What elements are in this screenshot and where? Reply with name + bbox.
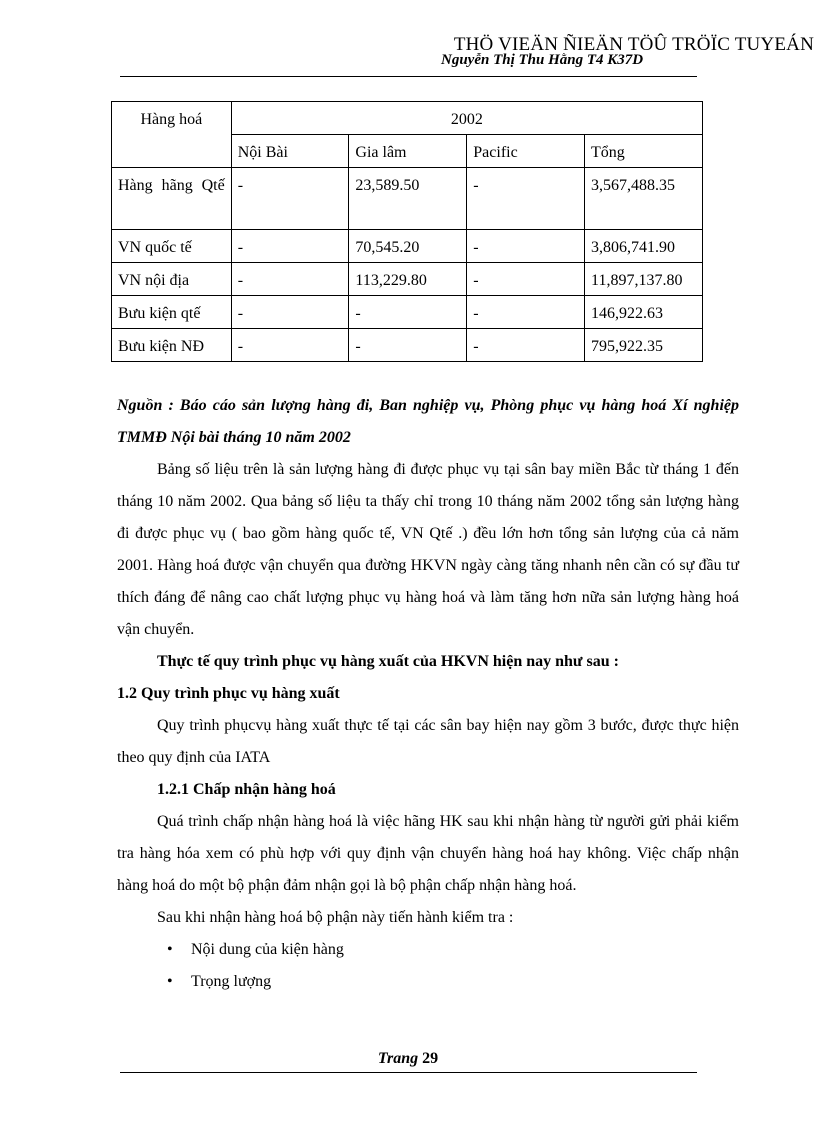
cell-noi-bai: - [231,329,349,362]
cell-gia-lam: - [349,296,467,329]
cell-gia-lam: 113,229.80 [349,263,467,296]
lead-sentence: Thực tế quy trình phục vụ hàng xuất của HKVN hiện nay như sau : [157,653,619,670]
section-heading-1-2: 1.2 Quy trình phục vụ hàng xuất [117,685,340,702]
cell-total: 3,806,741.90 [585,230,703,263]
cell-total: 11,897,137.80 [585,263,703,296]
cell-total: 3,567,488.35 [585,168,703,230]
subheader-pacific: Pacific [467,135,585,168]
page-number: 29 [422,1050,439,1067]
cell-pacific: - [467,296,585,329]
table-row [112,168,703,230]
table-header-row [112,102,703,135]
page-label: Trang [377,1050,419,1067]
cargo-volume-table [111,101,703,362]
cell-noi-bai: - [231,296,349,329]
bullet-icon: • [167,973,173,990]
table-row [112,263,703,296]
subheader-gia-lam: Gia lâm [349,135,467,168]
page-footer [0,1050,816,1068]
table-row [112,230,703,263]
library-watermark: THÖ VIEÄN ÑIEÄN TÖÛ TRÖÏC TUYEÁN [453,34,814,55]
list-item [117,966,739,998]
cell-pacific: - [467,168,585,230]
footer-rule [120,1072,697,1073]
section-heading-1-2-1: 1.2.1 Chấp nhận hàng hoá [157,781,336,798]
cell-pacific: - [467,329,585,362]
row-label: VN nội địa [112,263,232,296]
cell-total: 146,922.63 [585,296,703,329]
row-label: Bưu kiện qtế [112,296,232,329]
paragraph-acceptance: Quá trình chấp nhận hàng hoá là việc hãng HK sau khi nhận hàng từ người gửi phải kiểm tra hàng hóa xem có phù hợp với quy định vận chuyển hàng hoá hay không. Việc chấp nhận hàng hoá do một bộ phận đảm nhận gọi là bộ phận chấp nhận hàng hoá. [117,813,739,894]
cell-noi-bai: - [231,168,349,230]
table-row [112,296,703,329]
paragraph-process-intro: Quy trình phụcvụ hàng xuất thực tế tại các sân bay hiện nay gồm 3 bước, được thực hiện theo quy định của IATA [117,717,739,766]
cell-total: 795,922.35 [585,329,703,362]
list-item-text: Trọng lượng [191,973,272,990]
row-label: Bưu kiện NĐ [112,329,232,362]
paragraph-table-analysis: Bảng số liệu trên là sản lượng hàng đi được phục vụ tại sân bay miền Bắc từ tháng 1 đến tháng 10 năm 2002. Qua bảng số liệu ta thấy chỉ trong 10 tháng năm 2002 tổng sản lượng hàng đi được phục vụ ( bao gồm hàng quốc tế, VN Qtế .) đều lớn hơn tổng sản lượng của cả năm 2001. Hàng hoá được vận chuyển qua đường HKVN ngày càng tăng nhanh nên cần có sự đầu tư thích đáng để nâng cao chất lượng phục vụ hàng hoá và làm tăng hơn nữa sản lượng hàng hoá vận chuyển. [117,461,739,638]
row-label: VN quốc tế [112,230,232,263]
header-rule [120,76,697,77]
body-text [117,390,739,998]
goods-column-header: Hàng hoá [112,102,232,168]
bullet-icon: • [167,941,173,958]
author-header: Nguyễn Thị Thu Hằng T4 K37D [441,52,644,68]
table-row [112,329,703,362]
table-source-caption: Nguồn : Báo cáo sản lượng hàng đi, Ban nghiệp vụ, Phòng phục vụ hàng hoá Xí nghiệp TMMĐ Nội bài tháng 10 năm 2002 [117,397,739,446]
cell-noi-bai: - [231,263,349,296]
subheader-total: Tổng [585,135,703,168]
cell-gia-lam: 70,545.20 [349,230,467,263]
year-header: 2002 [231,102,702,135]
cell-gia-lam: 23,589.50 [349,168,467,230]
cell-gia-lam: - [349,329,467,362]
list-item [117,934,739,966]
row-label: Hàng hãng Qtế [112,168,232,230]
cell-noi-bai: - [231,230,349,263]
cell-pacific: - [467,230,585,263]
subheader-noi-bai: Nội Bài [231,135,349,168]
list-item-text: Nội dung của kiện hàng [191,941,344,958]
inspection-list [117,934,739,998]
cell-pacific: - [467,263,585,296]
paragraph-inspection: Sau khi nhận hàng hoá bộ phận này tiến hành kiểm tra : [157,909,514,926]
